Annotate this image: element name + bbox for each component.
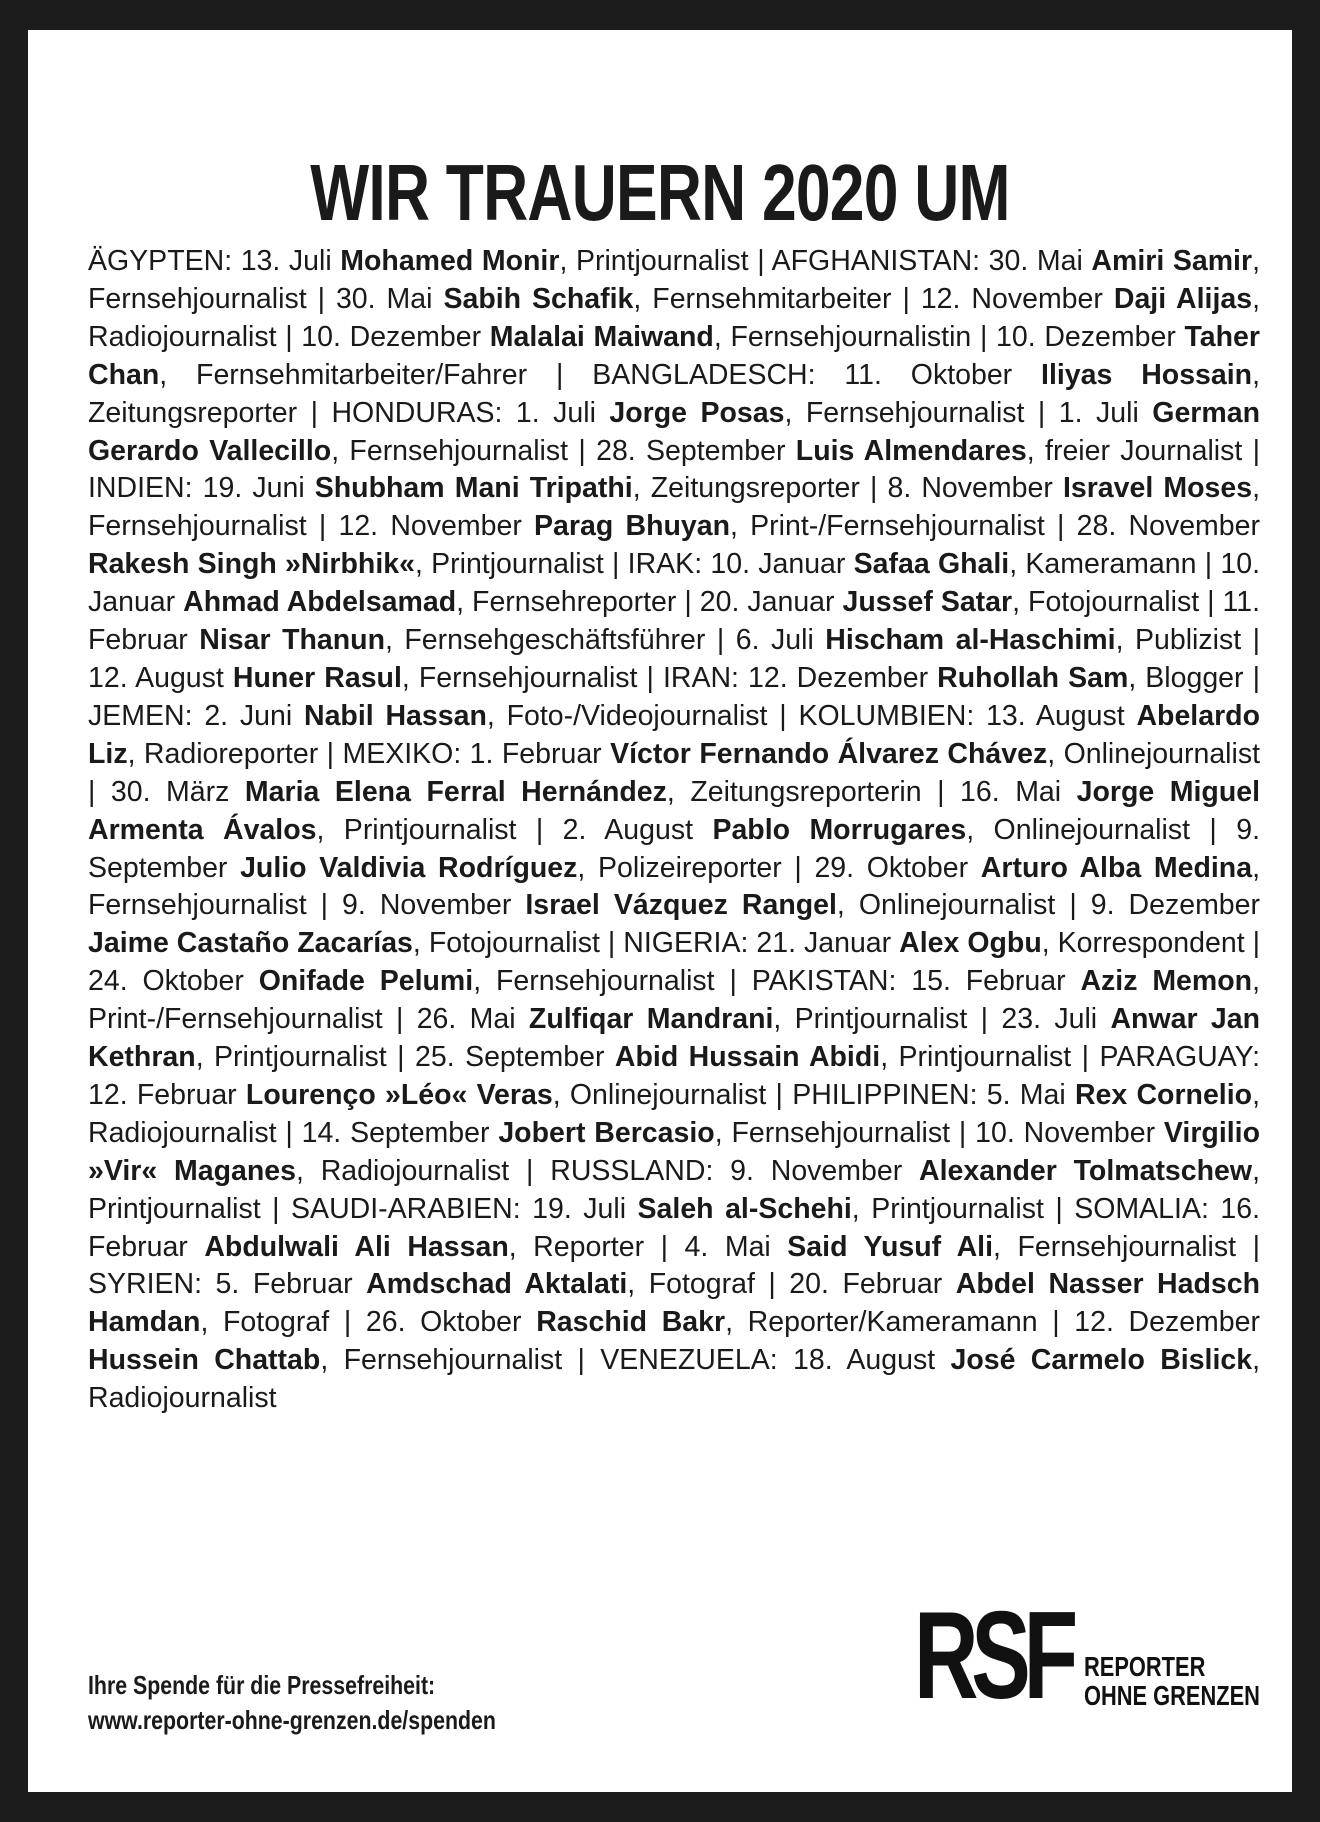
rsf-logo: [914, 1587, 1264, 1725]
logo-name-line2: OHNE GRENZEN: [1084, 1680, 1260, 1711]
page-title: WIR TRAUERN 2020 UM: [310, 148, 1010, 237]
memorial-page: [28, 30, 1292, 1792]
logo-name-line1: REPORTER: [1084, 1651, 1206, 1682]
entry-text: , Fernsehmitarbeiter/Fahrer | BANGLADESCH: 11. Oktober: [159, 358, 1042, 391]
entry-text: , Printjournalist | AFGHANISTAN: 30. Mai: [559, 245, 1092, 277]
journalist-name: Abdulwali Ali Hassan: [204, 1230, 509, 1263]
journalist-name: José Carmelo Bislick: [950, 1344, 1253, 1377]
journalist-name: Zulfiqar Mandrani: [528, 1003, 774, 1036]
journalist-name: Abelardo Liz: [88, 699, 1260, 770]
entry-text: , Fernsehjournalist | 10. November: [714, 1116, 1164, 1149]
journalist-name: Ruhollah Sam: [937, 661, 1129, 694]
entry-text: , Printjournalist | 23. Juli: [773, 1003, 1111, 1036]
journalist-name: Rakesh Singh »Nirbhik«: [88, 548, 415, 581]
journalist-name: Abid Hussain Abidi: [614, 1041, 881, 1074]
journalist-name: Jorge Miguel Armenta Ávalos: [88, 775, 1261, 846]
journalist-name: Raschid Bakr: [536, 1306, 726, 1339]
journalist-name: Rex Cornelio: [1074, 1078, 1253, 1111]
entry-text: , Fernsehjournalist | VENEZUELA: 18. August: [320, 1344, 951, 1377]
entry-text: , Printjournalist | IRAK: 10. Januar: [414, 548, 854, 581]
entry-text: , Onlinejournalist | 9. September: [88, 813, 1260, 884]
entry-text: , Zeitungsreporterin | 16. Mai: [666, 775, 1077, 808]
journalist-name: Huner Rasul: [232, 661, 402, 694]
journalist-name: Arturo Alba Medina: [980, 851, 1253, 884]
rsf-logo-name: [1084, 1652, 1260, 1710]
entry-text: , Radiojournalist | RUSSLAND: 9. November: [295, 1154, 920, 1187]
memorial-list: [88, 243, 1260, 1418]
donation-notice: [88, 1668, 496, 1738]
journalist-name: Nisar Thanun: [199, 624, 385, 657]
entry-text: , Publizist | 12. August: [88, 624, 1261, 694]
entry-text: , Fernsehjournalist | 30. Mai: [88, 245, 1260, 315]
journalist-name: Alex Ogbu: [899, 927, 1042, 960]
entry-text: , Printjournalist | 25. September: [195, 1041, 615, 1074]
entry-text: ÄGYPTEN: 13. Juli: [88, 245, 341, 277]
journalist-name: Shubham Mani Tripathi: [314, 472, 633, 505]
journalist-name: Ahmad Abdelsamad: [183, 586, 457, 619]
journalist-name: Onifade Pelumi: [258, 965, 474, 998]
journalist-name: Parag Bhuyan: [534, 510, 731, 543]
entry-text: , Fernsehjournalist | IRAN: 12. Dezember: [401, 661, 938, 694]
entry-text: , Printjournalist | SAUDI-ARABIEN: 19. Juli: [88, 1154, 1260, 1225]
journalist-name: Pablo Morrugares: [712, 813, 967, 846]
entry-text: , Radioreporter | MEXIKO: 1. Februar: [127, 737, 611, 770]
entry-text: , Fernsehmitarbeiter | 12. November: [633, 282, 1114, 315]
entry-text: , Fotograf | 26. Oktober: [200, 1306, 537, 1339]
journalist-name: Alexander Tolmatschew: [919, 1154, 1253, 1187]
journalist-name: Mohamed Monir: [340, 245, 560, 277]
entry-text: , Fernsehjournalist | PAKISTAN: 15. Februar: [473, 965, 1081, 998]
journalist-name: Anwar Jan Kethran: [88, 1003, 1261, 1074]
journalist-name: Jussef Satar: [842, 586, 1013, 619]
entry-text: , Radiojournalist | 14. September: [88, 1078, 1260, 1149]
entry-text: , Fernsehjournalist | SYRIEN: 5. Februar: [88, 1230, 1260, 1301]
journalist-name: Daji Alijas: [1113, 282, 1253, 315]
journalist-name: Aziz Memon: [1080, 965, 1253, 998]
entry-text: , Fotojournalist | 11. Februar: [88, 586, 1261, 657]
journalist-name: Hussein Chattab: [88, 1344, 321, 1377]
journalist-name: Sabih Schafik: [443, 282, 634, 315]
donation-url[interactable]: www.reporter-ohne-grenzen.de/spenden: [88, 1705, 496, 1735]
journalist-name: Virgilio »Vir« Maganes: [88, 1116, 1260, 1187]
entry-text: , Fotojournalist | NIGERIA: 21. Januar: [412, 927, 900, 960]
rsf-logo-mark: RSF: [914, 1587, 1071, 1725]
entry-text: , Fernsehjournalist | 1. Juli: [784, 396, 1153, 429]
journalist-name: Malalai Maiwand: [489, 320, 714, 353]
journalist-name: Luis Almendares: [795, 434, 1027, 467]
entry-text: , Onlinejournalist | 30. März: [88, 737, 1261, 808]
entry-text: , Fernsehreporter | 20. Januar: [456, 586, 843, 619]
entry-text: , Korrespondent | 24. Oktober: [88, 927, 1261, 998]
entry-text: , Printjournalist | PARAGUAY: 12. Februar: [88, 1041, 1260, 1111]
journalist-name: Taher Chan: [88, 320, 1260, 391]
journalist-name: Víctor Fernando Álvarez Chávez: [610, 737, 1048, 770]
entry-text: , Fernsehjournalist | 28. September: [331, 434, 796, 467]
journalist-name: Amiri Samir: [1091, 245, 1253, 277]
journalist-name: Said Yusuf Ali: [787, 1230, 993, 1263]
entry-text: , Reporter/Kameramann | 12. Dezember: [725, 1306, 1260, 1339]
journalist-name: Saleh al-Schehi: [637, 1192, 852, 1225]
journalist-name: Amdschad Aktalati: [366, 1268, 628, 1301]
entry-text: , Foto-/Videojournalist | KOLUMBIEN: 13. August: [486, 699, 1137, 732]
journalist-name: Safaa Ghali: [853, 548, 1010, 581]
entry-text: , Reporter | 4. Mai: [508, 1230, 788, 1263]
entry-text: , Radiojournalist: [88, 1344, 1261, 1415]
journalist-name: Nabil Hassan: [303, 699, 487, 732]
journalist-name: Lourenço »Léo« Veras: [245, 1078, 553, 1111]
journalist-name: Iliyas Hossain: [1041, 358, 1253, 391]
entry-text: , Fernsehjournalist | 12. November: [88, 472, 1261, 543]
entry-text: , Radiojournalist | 10. Dezember: [88, 282, 1261, 353]
journalist-name: Hischam al-Haschimi: [825, 624, 1116, 657]
journalist-name: Jobert Bercasio: [498, 1116, 715, 1149]
entry-text: , Printjournalist | SOMALIA: 16. Februar: [88, 1192, 1260, 1263]
entry-text: , Printjournalist | 2. August: [316, 813, 713, 846]
entry-text: , Kameramann | 10. Januar: [88, 548, 1261, 619]
journalist-name: Abdel Nasser Hadsch Hamdan: [88, 1268, 1261, 1339]
journalist-name: Jaime Castaño Zacarías: [88, 927, 413, 960]
entry-text: , Blogger | JEMEN: 2. Juni: [88, 661, 1260, 732]
entry-text: , Print-/Fernsehjournalist | 26. Mai: [88, 965, 1260, 1036]
journalist-name: Maria Elena Ferral Hernández: [244, 775, 667, 808]
journalist-name: German Gerardo Vallecillo: [88, 396, 1260, 467]
entry-text: , Fernsehjournalistin | 10. Dezember: [713, 320, 1185, 353]
entry-text: , Onlinejournalist | PHILIPPINEN: 5. Mai: [552, 1078, 1075, 1111]
entry-text: , Zeitungsreporter | HONDURAS: 1. Juli: [88, 358, 1260, 429]
entry-text: , Fotograf | 20. Februar: [627, 1268, 956, 1301]
entry-text: , Polizeireporter | 29. Oktober: [577, 851, 981, 884]
journalist-name: Julio Valdivia Rodríguez: [240, 851, 578, 884]
journalist-name: Isravel Moses: [1062, 472, 1253, 505]
entry-text: , Fernsehjournalist | 9. November: [88, 851, 1260, 922]
donation-text: Ihre Spende für die Pressefreiheit:: [88, 1670, 436, 1700]
journalist-name: Israel Vázquez Rangel: [525, 889, 837, 922]
entry-text: , Onlinejournalist | 9. Dezember: [836, 889, 1261, 922]
entry-text: , Zeitungsreporter | 8. November: [632, 472, 1063, 505]
journalist-name: Jorge Posas: [609, 396, 785, 429]
entry-text: , freier Journalist | INDIEN: 19. Juni: [88, 434, 1260, 505]
entry-text: , Fernsehgeschäftsführer | 6. Juli: [384, 624, 826, 657]
entry-text: , Print-/Fernsehjournalist | 28. November: [730, 510, 1260, 543]
